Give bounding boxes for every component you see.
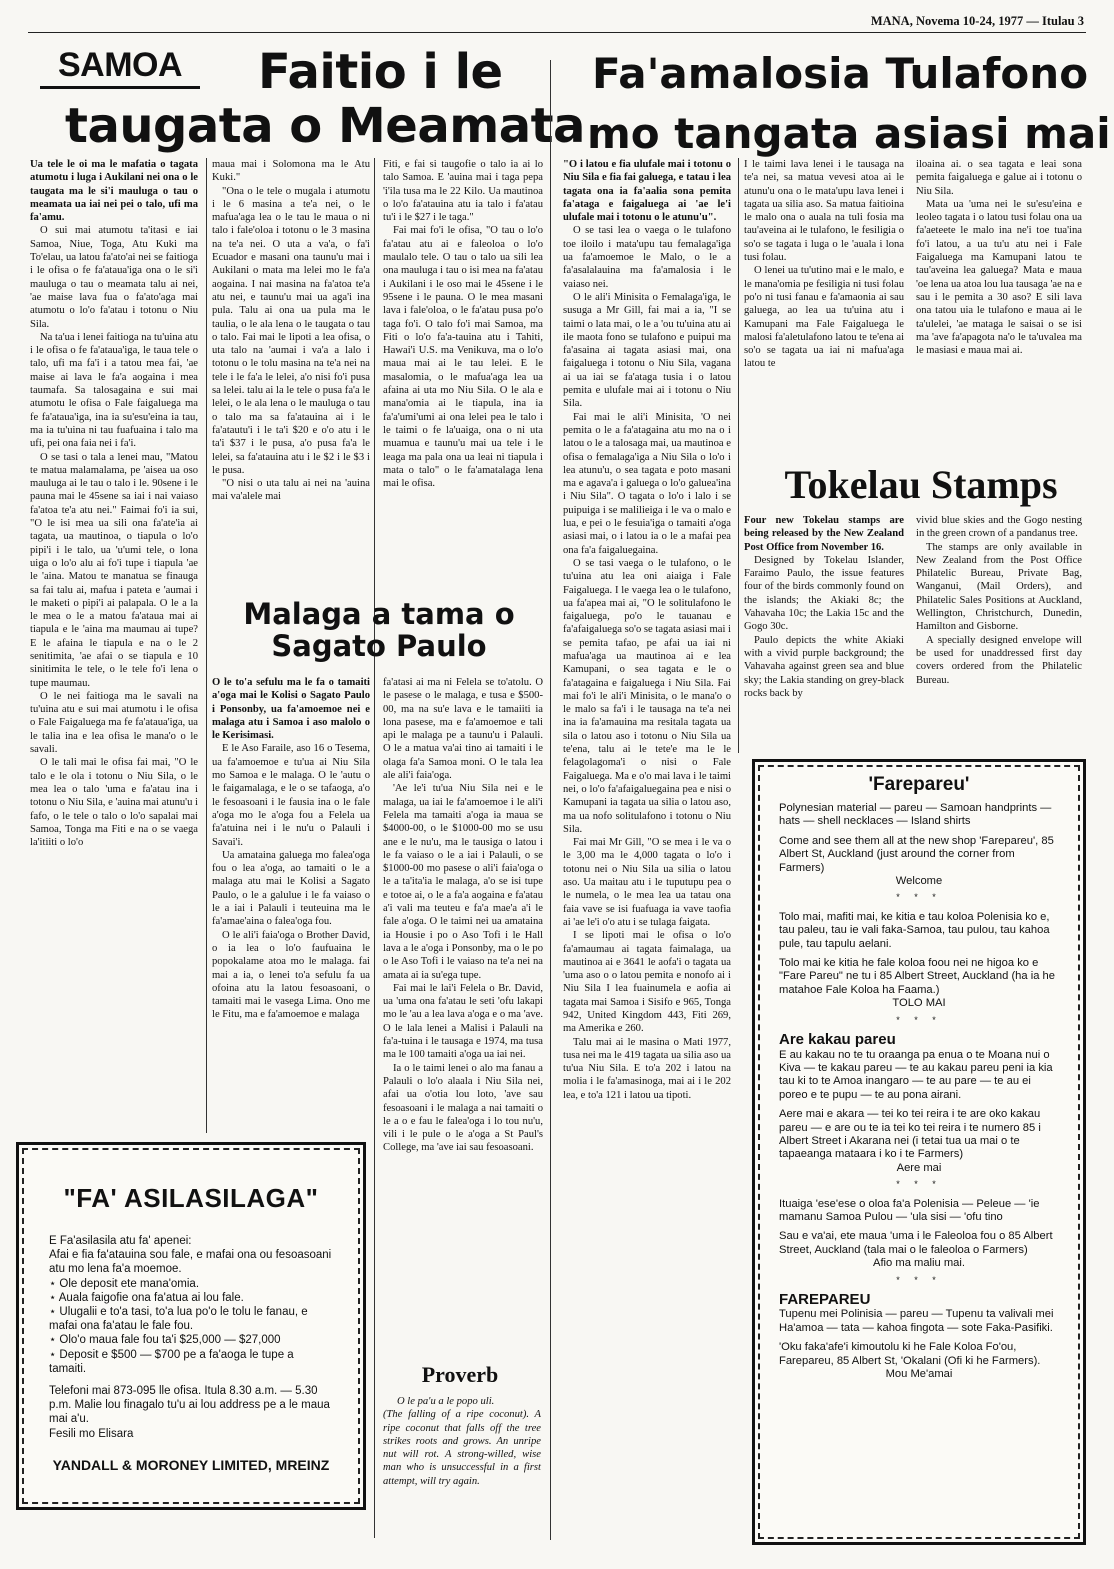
paragraph: O se tasi vaega o le tulafono, o le tu'uina atu lea oni aiaiga i Fale Faigaluega. I le vaega lea o le tulafono, ua fa'apea mai ai, "O le solitulafono le faigaluega, po'o le tauanau e fa'afaigaluega so'o se tagata asiasi mai i se pemita tafao, pe afai ua iai ni mafua'aga ua mautinoa ai e lea Kamupani, o sea tagata e le o fa'atagaina e faigaluega i Niu Sila. Fai mai fo'i le ali'i Minisita, o le mana'o o le malo sa fa'i i le tausaga na te'a nei ina ia fa'amauina ma resitala tagata ua sila o latou aso i totonu o Niu Sila ua te'ena, talu ai le tete'e ma le le felagolagoma'i o nisi o Fale Faigaluega. Ma e o'o mai lava i le taimi nei, o lo'o fa'afaigaluegaina pea e nisi o Kamupani ia tagata ua silia o latou aso, ma ua nofo solitulafono i totonu o Niu Sila. — [563, 557, 731, 835]
paragraph: Na ta'ua i lenei faitioga na tu'uina atu i le ofisa o fe fa'ataua'iga, le taua tele o talo, ufi ma fa'i i a tatou mea fai, 'ae maise ai lava le fa'a aogaina i mea taumafa. Sa talosagaina e sui mai atumotu le ofisa o Fale faigaluega ma fe fa'ataua'iga, ina ia su'esu'eina ia tau, ma ia tu'uina ni tau fuafuaina i talo ma ufi, pei ona faia nei i fa'i. — [30, 331, 198, 450]
paragraph: Fiti, e fai si taugofie o talo ia ai lo talo Samoa. E 'auina mai i taga pepa 'i'ila tusa ma le 22 Kilo. Ua mautinoa o lo'o fa'atauina atu ia talo i fa'atau tu'i i le $27 i le taga." — [383, 159, 543, 224]
paragraph: Ia o le taimi lenei o alo ma fanau a Palauli o lo'o alaala i Niu Sila nei, afai ua o'otia lou loto, 'ave sau fesoasoani i le malaga a nai tamaiti o le a o e fau le falea'oga i lo tou nu'u, vili i le pule o le a'oga a St Paul's College, ma 'ave iai sau fesoasoani. — [383, 1062, 543, 1154]
article1-column-3 — [383, 158, 543, 598]
paragraph: "Ona o le tele o mugala i atumotu i le 6 masina a te'a nei, o le mafua'aga lea o le tau le maua o ni talo i fale'oloa i totonu o le 3 masina na te'a nei. O uta a va'a, o fa'i Ecuador e masani ona taunu'u mai i Aukilani o mata ma lelei mo le fa'a aogaina. I nai masina na fa'atoa te'a atu nei, e taunu'u mai ua aga'i ina pula. Talu ai ona ua pula ma le taulia, o le ala lena o le taugata o tau o talo. Fai mai le lipoti a lea ofisa, o uta talo na 'aumai i va'a a lalo i totonu o le tolu masina na te'a nei na tele i le fa'a le lelei, a'o nisi fo'i pusa sa lelei. talu ai la le tele o pusa fa'a le lelei, o le ala lena o le mauluga o tau o talo ma sa fa'atauina ai i le fa'atautu'i i le ta'i $20 e o'o atu i le ta'i $37 i le pusa, a'o pusa fa'a le lelei, sa fa'atauina atu i le $2 i le $3 i le pusa. — [212, 185, 370, 476]
proverb-text — [383, 1395, 541, 1488]
paragraph: Fai mai le ali'i Minisita, 'O nei pemita o le a fa'atagaina atu mo na o i latou o le a talosaga mai, ua mautinoa e ofisa o femalaga'iga a Niu Sila o lo'o i lea atunu'u, o sea tagata e poto masani ma e agava'a i galuega o lo'o galuea'ina i Niu Sila". O tagata o lo'o i lalo i se puipuiga i se malilieiga i le va o malo e lua, e pei o le fesuia'iga o tamaiti a'oga asiasi mai, o i latou ia o le a mafai pea ona fa'a faigaluegaina. — [563, 411, 731, 556]
ad-body — [19, 1234, 363, 1441]
farepareu-ad — [752, 759, 1086, 1545]
ad-paragraph: Tupenu mei Polinisia — pareu — Tupenu ta valivali mei Ha'amoa — tata — kahoa fingota — sote Faka-Pasifiki. — [779, 1308, 1054, 1334]
ad-title: "FA' ASILASILAGA" — [63, 1183, 319, 1213]
paragraph: Paulo depicts the white Akiaki with a vivid purple background; the Vahavaha against green sea and blue sky; the Lakia standing on grey-black rocks back by — [744, 634, 904, 699]
article2-column-1 — [212, 676, 370, 1146]
ad-subheading: FAREPAREU — [779, 1291, 871, 1308]
article1-column-1 — [30, 158, 198, 1133]
ad-paragraph: Polynesian material — pareu — Samoan handprints — hats — shell necklaces — Island shirts — [779, 802, 1052, 828]
ad-aere: Aere mai — [896, 1161, 942, 1174]
ad-afio: Afio ma maliu mai. — [872, 1257, 965, 1270]
paragraph: I le taimi lava lenei i le tausaga na te'a nei, sa matua vevesi atoa ai le atunu'u ona o le mata'upu lava lenei i tagata ua silia aso. Sa matua faitioina le malo ona o auala na tuli fosia ma tau'aveina ai le tulafono, le fesiligia o so'o se tagata i luga o le 'auala i lona tusi folau. — [744, 159, 904, 264]
paragraph: O le tali mai le ofisa fai mai, "O le talo e le ola i totonu o Niu Sila, o le mea lea o talo 'uma e fa'atau ina i totonu o Niu Sila, e 'auina mai atunu'u i fafo, o le tele o talo o lo'o sapalai mai Samoa, Tonga ma Fiti e na o se vaega la'itiiti o lo'o — [30, 757, 198, 849]
stars-divider: * * * — [896, 1274, 942, 1285]
ad-title: 'Farepareu' — [868, 774, 970, 795]
article3-headline-line1: Fa'amalosia Tulafono — [592, 49, 1089, 98]
stars-divider: * * * — [896, 892, 942, 903]
ad-line: E Fa'asilasila atu fa' apenei: — [49, 1235, 192, 1247]
ad-welcome: Welcome — [895, 875, 943, 888]
paragraph: O le ali'i Minisita o Femalaga'iga, le susuga a Mr Gill, fai mai a ia, "I se taimi o lata mai, o le a 'ou tu'uina atu ai ile maota fono se tulafono e puipui ma fa'asaina ai tagata asiasi mai, ona faigaluega i totonu o Niu Sila, vagana ai ua iai se fa'ataga tusia i o latou pemita e ulufale mai ai i totonu o Niu Sila. — [563, 291, 731, 410]
article1-headline-line1: Faitio i le — [258, 44, 503, 100]
article2-headline-line1: Malaga a tama o — [243, 597, 515, 631]
article3-column-1 — [563, 158, 731, 1543]
ad-paragraph: Ituaiga 'ese'ese o oloa fa'a Polenisia — Peleue — 'ie mamanu Samoa Pulou — 'ula sisi — 'ofu tino — [779, 1197, 1040, 1223]
ad-paragraph: Come and see them all at the new shop 'Farepareu', 85 Albert St, Auckland (just around the corner from Farmers) — [779, 834, 1054, 874]
top-rule — [28, 32, 1086, 33]
tokelau-headline: Tokelau Stamps — [784, 462, 1058, 507]
paragraph: O sui mai atumotu ta'itasi e iai Samoa, Niue, Toga, Atu Kuki ma To'elau, ua latou fa'ato'ai nei se faitioga i le ofisa o fe fa'ataua'iga ona o le si'i mauluga o tau o meamata talu ai nei, 'ae maise lava fua o fa'ato'aga mai atumotu o lo'o fa'atau i totonu o Niu Sila. — [30, 225, 198, 330]
paragraph: The stamps are only available in New Zealand from the Post Office Philatelic Bureau, Private Bag, Wanganui, (Mail Orders), and Philatelic Sales Positions at Auckland, Wellington, Christchurch, Dunedin, Hamilton and Gisborne. — [916, 541, 1082, 633]
paragraph: "O nisi o uta talu ai nei na 'auina mai va'alele mai — [212, 478, 370, 503]
stars-divider: * * * — [896, 1014, 942, 1025]
proverb-english: (The falling of a ripe coconut). A ripe coconut that falls off the tree strikes roots and grows. An unripe nut will rot. A strong-willed, wise man who is unsuccessful in a first attempt, will try again. — [383, 1409, 541, 1487]
section-tag: SAMOA — [40, 48, 200, 89]
paragraph: Four new Tokelau stamps are being released by the New Zealand Post Office from November 16. — [744, 515, 904, 553]
ad-company: YANDALL & MORONEY LIMITED, MREINZ — [52, 1456, 330, 1473]
faasilasilaga-ad — [16, 1142, 366, 1510]
column-rule — [206, 158, 207, 1133]
paragraph: iloaina ai. o sea tagata e leai sona pemita faigaluega e galue ai i totonu o Niu Sila. — [916, 159, 1082, 197]
ad-mou: Mou Me'amai — [885, 1368, 953, 1381]
ad-line: ⋆ Olo'o maua fale fou ta'i $25,000 — $27,000 — [49, 1334, 281, 1347]
paragraph: O lenei ua tu'utino mai e le malo, e le mana'omia pe fesiligia ni tusi folau po'o ni tusi fanau e fa'amaonia ai sau galuega, ao lea ua tu'uina atu i Kamupani ma Fale Faigaluega le malosi fa'aletulafono latou te te'ena ai so'o se tagata ua iai ni mafua'aga latou te — [744, 265, 904, 370]
article2-headline-line2: Sagato Paulo — [271, 629, 487, 663]
paragraph: vivid blue skies and the Gogo nesting in the green crown of a pandanus tree. — [916, 515, 1082, 540]
proverb-heading: Proverb — [421, 1362, 499, 1387]
article3-column-2 — [744, 158, 904, 458]
paragraph: O se tasi lea o vaega o le tulafono toe iloilo i mata'upu tau femalaga'iga ua fa'amoemoe le Malo, o le a fa'asalalauina ma fa'amalosia i le vaiaso nei. — [563, 225, 731, 290]
ad-line: ⋆ Auala faigofie ona fa'atua ai lou fale. — [49, 1291, 244, 1304]
paragraph: O se tasi o tala a lenei mau, "Matou te matua malamalama, pe 'aisea ua oso mauluga ai le tau o talo i le. 90sene i le pauna mai le 45sene sa iai i nai vaiaso fa'atoa te'a atu nei." Faimai fo'i ia sui, "O le isi mea ua sili ona fa'ate'ia ai tagata, ua mautinoa, o tiapula o lo'o pipi'i i le talo, ua 'u'umi tele, o lona uiga o lo'o alu ai fo'i tupe i tiapula 'ae le 'aina. Matou te manatua se finauga sa fai talu ai, mafua i pateta e 'aumai i le maketi o pipi'i ai palapala. O le a la le mea o le a matou fa'ataua mai ai tiapula e le 'aina ma maumau ai tupe? E le afaina le tiapula e na o le 2 senitimita, 'ae afai o se tiapula e 10 sinitimita le tele, o le tele fo'i lena o tupe maumau. — [30, 451, 198, 689]
paragraph: Mata ua 'uma nei le su'esu'eina e leoleo tagata i o latou tusi folau ona ua fa'aeteete le malo ina ne'i toe tua'ina fo'i latou, a ua tu'u atu nei i Fale Faigaluega ma Kamupani latou te tau'aveina lea galuega? Mata e maua 'oe lena ua atoa lou lua tausaga 'ae na e sau i le pemita a 30 aso? E sili lava ona tatou uia le tulafono e maua ai le ta'ulelei, 'ae mataga le saisai o se isi ma 'ave fa'apagota na'o le ta'uvalea ma le masiasi e maua mai ai. — [916, 198, 1082, 357]
ad-paragraph: Sau e va'ai, ete maua 'uma i le Faleoloa fou o 85 Albert Street, Auckland (tala mai o le faleoloa o Farmers) — [779, 1230, 1053, 1256]
paragraph: Fai mai Mr Gill, "O se mea i le va o le 3,00 ma le 4,000 tagata o lo'o i totonu nei o Niu Sila ua silia o latou aso. Ua maitau atu i le tuputupu pea o le numela, o le mea lea ua tatau ona faia vave se isi fuafuaga ia vave taofia ai 'ae le'i o'o atu i se tulaga faigata. — [563, 837, 731, 928]
article1-column-2 — [212, 158, 370, 598]
ad-line: Fesili mo Elisara — [49, 1427, 134, 1440]
ad-paragraph: E au kakau no te tu oraanga pa enua o te Moana nui o Kiva — te kakau pareu — te au kakau pareu peni ia kia tau ki to te Amoa inangaro — te au pare — te au ei poreo e te pupu — te au pona airani. — [779, 1048, 1053, 1101]
paragraph: E le Aso Faraile, aso 16 o Tesema, ua fa'amoemoe e tu'ua ai Niu Sila mo Samoa e le malaga. O le 'autu o le faigamalaga, e le o se tafaoga, a'o le fesoasoani i le fausia ina o le fale a'oga mo le a'oga fou a Felela ua fa'atuina nei i le nu'u o Palauli i Savai'i. — [212, 743, 370, 848]
tokelau-column-1 — [744, 514, 904, 756]
article2-column-2 — [383, 676, 543, 1354]
ad-paragraph: Tolo mai, mafiti mai, ke kitia e tau koloa Polenisia ko e, tau paleu, tau ie vali faka-Samoa, tau pulou, tau kahoa pule, tau tapulu aelani. — [779, 910, 1050, 950]
paragraph: Designed by Tokelau Islander, Faraimo Paulo, the issue features four of the birds commonly found on the islands; the Akiaki 8c; the Vahavaha 10c; the Lakia 15c and the Gogo 30c. — [744, 554, 904, 633]
ad-line: ⋆ Ole deposit ete mana'omia. — [49, 1277, 200, 1290]
column-rule — [550, 60, 551, 1540]
paragraph: Talu mai ai le masina o Mati 1977, tusa nei ma le 419 tagata ua silia aso ua tu'ua Niu Sila. E to'a 202 i latou na molia i le fa'amasinoga, mai ai i le 202 lea, e to'a 121 i latou ua tipoti. — [563, 1036, 731, 1101]
paragraph: fa'atasi ai ma ni Felela se to'atolu. O le pasese o le malaga, e tusa e $500-00, ma na su'e lava e le tamaiiti ia lona pasese, ma e fa'amoemoe e tali api le malaga pe a taunu'u i Palauli. O le a matua va'ai tino ai tamaiti i le olaga fa'a Samoa moni. O le tala lea ale ali'i faia'oga. — [383, 677, 543, 782]
stars-divider: * * * — [896, 1179, 942, 1190]
article3-column-3 — [916, 158, 1082, 458]
paragraph: O le to'a sefulu ma le fa o tamaiti a'oga mai le Kolisi o Sagato Paulo i Ponsonby, ua fa'amoemoe nei e malaga atu i Samoa i aso malolo o le Kerisimasi. — [212, 677, 370, 742]
ad-line: Telefoni mai 873-095 lle ofisa. Itula 8.30 a.m. — 5.30 p.m. Malie lou finagalo tu'u ai lou address pe a le maua mai a'u. — [49, 1385, 330, 1426]
paragraph: I se lipoti mai le ofisa o lo'o fa'amaumau ai tagata faimalaga, ua mautinoa ai e 3641 le aofa'i o tagata ua 'uma aso o o latou pemita e nonofo ai i Niu Sila I lea fuainumela e aofia ai tagata mai Samoa i Sisifo e 965, Tonga 942, United Kingdom 443, Fiti 269, ma Amerika e 260. — [563, 930, 731, 1035]
ad-line: Afai e fia fa'atauina sou fale, e mafai ona ou fesoasoani atu mo lena fa'a moemoe. — [49, 1249, 332, 1276]
paragraph: "O i latou e fia ulufale mai i totonu o Niu Sila e fia fai galuega, e tatau i lea tagata ona ia fa'aalia sona pemita fa'ataga e faigaluega ai 'ae le'i ulufale mai i totonu o le atunu'u". — [563, 159, 731, 224]
article3-headline-line2: mo tangata asiasi mai — [587, 109, 1111, 158]
ad-paragraph: Aere mai e akara — tei ko tei reira i te are oko kakau pareu — e are ou te ia tei ko tei reira i te numero 85 i Albert Street i Akarana nei (i tetai tua ua mai o te tapaeanga mataara i ko i te Farmers) — [779, 1108, 1041, 1161]
paragraph: O le ali'i faia'oga o Brother David, o ia lea o lo'o faufuaina le popokalame atoa mo le malaga. fai mai a ia, o lenei to'a sefulu fa ua ofoina atu la latou fesoasoani, o tamaiti mai le vasega Lima. Ono me le Fitu, ma e fa'amoemoe e malaga — [212, 929, 370, 1021]
ad-body — [755, 802, 1083, 1381]
paragraph: Ua amataina galuega mo falea'oga fou o lea a'oga, ao tamaiti o le a malaga atu mai le Kolisi a Sagato Paulo, o le a galulue i le fa vaiaso o le a iai i Palauli i teuteuina ma le fa'amae'aina o falea'oga fou. — [212, 849, 370, 928]
tokelau-column-2 — [916, 514, 1082, 756]
paragraph: Fai mai le lai'i Felela o Br. David, ua 'uma ona fa'atau le seti 'ofu lakapi mo le 'au a lea lava a'oga e o ma 'ave. O le lala lenei a Malisi i Palauli na fa'a-tuina i le tausaga e 1974, ma tusa ma le 100 tamaiti a'oga ua iai nei. — [383, 982, 543, 1061]
paragraph: Fai mai fo'i le ofisa, "O tau o lo'o fa'atau atu ai e faleoloa o lo'o maulalo tele. O tau o talo ua sili lea ona mauluga i tau o isi mea na fa'atau i Aukilani i le oso mai le 45sene i le 95sene i le pauna. O le mea masani lava i fale'oloa, o le fa'atau pusa po'o taga fo'i. O talo fo'i mai Samoa, ma Fiti o lo'o fa'a-tauina atu i Tahiti, Hawai'i U.S. ma Venikuva, ma o lo'o maua mai ai le tau lelei. E le masalomia, o le mafua'aga lea ua afaina ai uta mo Niu Sila. O le ala e mana'omia ai le tiapula, ina ia fa'a'umi'umi ai ona lelei pea le talo i le taimi o fe la'uaiga, ona o ni uta muamua e taunu'u mai ua tele i le leaga ma pala ona ua leai ni tiapula i mata o talo" o le fa'amatalaga lena mai le ofisa. — [383, 225, 543, 490]
paragraph: O le nei faitioga ma le savali na tu'uina atu e sui mai atumotu i le ofisa o Fale Faigaluega ma fe fa'ataua'iga, ua le talia ina e lea ofisa le mana'o o le savali. — [30, 690, 198, 756]
ad-subheading: Are kakau pareu — [779, 1031, 896, 1049]
paragraph: 'Ae le'i tu'ua Niu Sila nei e le malaga, ua iai le fa'amoemoe i le ali'i Felela ma tamaiti a'oga ia maua se $4000-00, o le $1000-00 mo se usu ane e le nu'u, ma le tausiga o latou i le fa vaiaso o le a iai i Palauli, o se $1000-00 mo pasese o ali'i faia'oga o le a ta'ita'ia le malaga, a'o se isi tupe e totoe ai, o le a fa'a aogaina e fa'atau a'i vali ma teuteu e fa'a mae'a a'i le fale a'oga. O le taimi nei ua amataina ia Housie i po o Aso Tofi i le Hall lava a le a'oga i Ponsonby, ma o le po o le Aso Tofi i le vaiaso na te'a nei na amata ai ia su'ega tupe. — [383, 783, 543, 981]
ad-line: ⋆ Ulugalii e to'a tasi, to'a lua po'o le tolu le fanau, e mafai ona fa'atau le fale fou. — [49, 1306, 308, 1333]
column-rule — [374, 158, 375, 1538]
ad-paragraph: Tolo mai ke kitia he fale koloa foou nei ne higoa ko e "Fare Pareu" ne tu i 85 Albert Street, Auckland (ha ia he matahoe Fale Koloa ha Faama.) — [779, 957, 1055, 996]
paragraph: A specially designed envelope will be used for unaddressed first day covers ordered from the Philatelic Bureau. — [916, 634, 1082, 686]
ad-line: ⋆ Deposit e $500 — $700 pe a fa'aoga le tupe a tamaiti. — [49, 1348, 294, 1375]
paragraph: maua mai i Solomona ma le Atu Kuki." — [212, 159, 370, 184]
masthead: MANA, Novema 10-24, 1977 — Itulau 3 — [870, 14, 1084, 28]
ad-tolo: TOLO MAI — [892, 997, 946, 1010]
ad-paragraph: 'Oku faka'afe'i kimoutolu ki he Fale Koloa Fo'ou, Farepareu, 85 Albert St, 'Okalani (Ofi ki he Farmers). — [779, 1341, 1041, 1367]
article1-headline-line2: taugata o Meamata — [65, 98, 585, 154]
column-rule — [738, 158, 739, 753]
paragraph: Ua tele le oi ma le mafatia o tagata atumotu i luga i Aukilani nei ona o le taugata ma le si'i mauluga o tau o meamata ua iai nei pei o talo, ufi ma fa'amu. — [30, 159, 198, 224]
proverb-samoan: O le pa'u a le popo uli. — [397, 1396, 495, 1407]
